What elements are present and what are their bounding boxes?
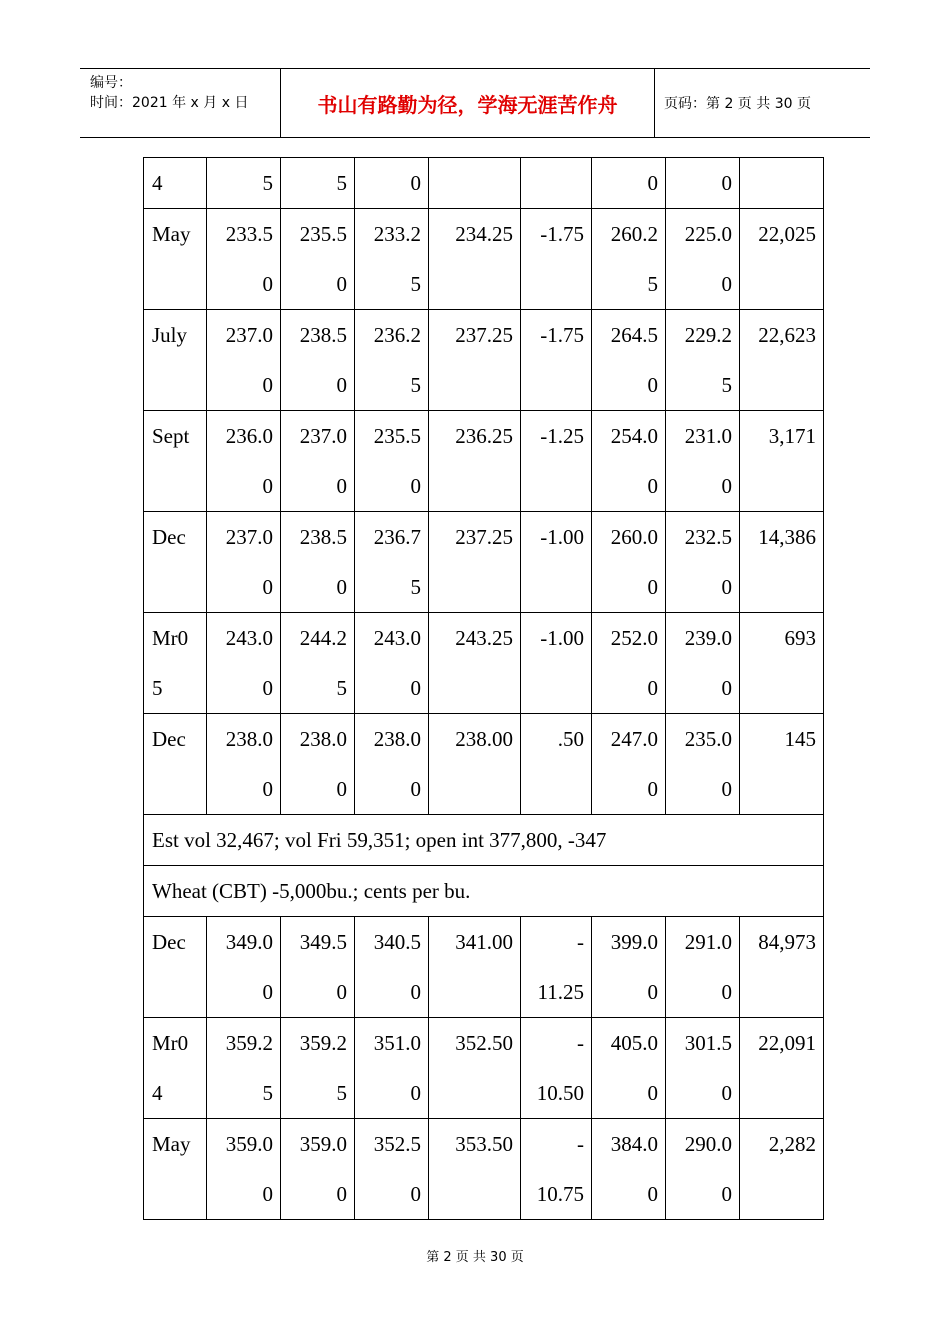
cell-text	[529, 158, 584, 208]
table-row	[144, 917, 824, 1018]
value-cell	[355, 613, 429, 714]
cell-text: 4	[152, 1081, 163, 1105]
value-cell	[592, 158, 666, 209]
cell-text: 0	[647, 980, 658, 1004]
cell-text: 0	[410, 777, 421, 801]
cell-text: 0	[410, 171, 421, 195]
cell-text: 5	[152, 676, 163, 700]
cell-text: 2,282	[768, 1132, 816, 1156]
cell-text: 359.2	[299, 1031, 347, 1055]
cell-text: -1.25	[540, 424, 584, 448]
value-cell	[521, 714, 592, 815]
month-cell	[144, 158, 207, 209]
value-cell	[355, 1119, 429, 1220]
value-cell	[666, 512, 740, 613]
cell-text: 349.0	[225, 930, 273, 954]
cell-text: 0	[262, 272, 273, 296]
cell-text: Dec	[152, 525, 186, 549]
cell-text: 235.0	[684, 727, 732, 751]
table-row	[144, 310, 824, 411]
value-cell	[207, 158, 281, 209]
value-cell	[521, 1119, 592, 1220]
cell-text: 341.00	[455, 930, 513, 954]
cell-text: 225.0	[684, 222, 732, 246]
value-cell	[355, 512, 429, 613]
value-cell	[429, 512, 521, 613]
month-cell	[144, 1119, 207, 1220]
cell-text: 0	[721, 777, 732, 801]
cell-text: 22,623	[758, 323, 816, 347]
value-cell	[281, 310, 355, 411]
cell-text: 0	[336, 474, 347, 498]
cell-text: 0	[721, 1081, 732, 1105]
value-cell	[355, 158, 429, 209]
cell-text: 238.0	[225, 727, 273, 751]
value-cell	[281, 714, 355, 815]
value-cell	[429, 714, 521, 815]
value-cell	[207, 613, 281, 714]
cell-text: 0	[647, 474, 658, 498]
cell-text: 229.2	[684, 323, 732, 347]
value-cell	[521, 209, 592, 310]
header-page-code: 页码：第 2 页 共 30 页	[664, 96, 811, 112]
cell-text: 236.7	[373, 525, 421, 549]
value-cell	[592, 1119, 666, 1220]
value-cell	[592, 917, 666, 1018]
cell-text: 384.0	[610, 1132, 658, 1156]
cell-text: 291.0	[684, 930, 732, 954]
cell-text: 0	[721, 1182, 732, 1206]
value-cell	[355, 411, 429, 512]
month-cell	[144, 1018, 207, 1119]
value-cell	[207, 1018, 281, 1119]
cell-text: 405.0	[610, 1031, 658, 1055]
cell-text: 0	[647, 575, 658, 599]
value-cell	[429, 1119, 521, 1220]
cell-text: 238.5	[299, 323, 347, 347]
value-cell	[666, 714, 740, 815]
table-row	[144, 613, 824, 714]
cell-text: 235.5	[373, 424, 421, 448]
cell-text: -1.00	[540, 626, 584, 650]
cell-text: 359.2	[225, 1031, 273, 1055]
cell-text: 0	[410, 676, 421, 700]
cell-text: 243.0	[225, 626, 273, 650]
value-cell	[740, 158, 824, 209]
table-row	[144, 209, 824, 310]
cell-text: 0	[721, 575, 732, 599]
value-cell	[740, 714, 824, 815]
cell-text: 10.50	[536, 1081, 584, 1105]
month-cell	[144, 714, 207, 815]
value-cell	[521, 411, 592, 512]
month-cell	[144, 917, 207, 1018]
cell-text: 5	[410, 373, 421, 397]
value-cell	[666, 1018, 740, 1119]
cell-text: 0	[336, 575, 347, 599]
value-cell	[355, 1018, 429, 1119]
month-cell	[144, 310, 207, 411]
value-cell	[429, 158, 521, 209]
value-cell	[207, 411, 281, 512]
cell-text: 0	[410, 1182, 421, 1206]
value-cell	[207, 209, 281, 310]
cell-text: 5	[721, 373, 732, 397]
cell-text	[437, 158, 513, 208]
value-cell	[281, 158, 355, 209]
cell-text: -	[577, 930, 584, 954]
cell-text: Mr0	[152, 1031, 189, 1055]
month-cell	[144, 613, 207, 714]
value-cell	[281, 512, 355, 613]
cell-text: 0	[336, 777, 347, 801]
cell-text: 11.25	[537, 980, 584, 1004]
table-row	[144, 1018, 824, 1119]
value-cell	[429, 917, 521, 1018]
value-cell	[207, 1119, 281, 1220]
cell-text: 0	[262, 373, 273, 397]
month-cell	[144, 512, 207, 613]
month-cell	[144, 209, 207, 310]
table-row	[144, 512, 824, 613]
table-row	[144, 411, 824, 512]
cell-text: Dec	[152, 930, 186, 954]
value-cell	[429, 613, 521, 714]
value-cell	[740, 917, 824, 1018]
value-cell	[281, 411, 355, 512]
cell-text: 145	[784, 727, 816, 751]
value-cell	[207, 917, 281, 1018]
cell-text: Mr0	[152, 626, 189, 650]
cell-text: 0	[336, 272, 347, 296]
cell-text: 352.5	[373, 1132, 421, 1156]
value-cell	[355, 310, 429, 411]
value-cell	[521, 613, 592, 714]
header-motto: 书山有路勤为径，学海无涯苦作舟	[281, 69, 655, 137]
cell-text: 0	[647, 676, 658, 700]
cell-text: 237.25	[455, 323, 513, 347]
value-cell	[740, 1018, 824, 1119]
cell-text: 5	[647, 272, 658, 296]
value-cell	[429, 209, 521, 310]
value-cell	[666, 209, 740, 310]
cell-text: 359.0	[299, 1132, 347, 1156]
cell-text: 260.2	[610, 222, 658, 246]
value-cell	[740, 1119, 824, 1220]
cell-text: 254.0	[610, 424, 658, 448]
cell-text: 0	[336, 1182, 347, 1206]
volume-summary-row	[144, 815, 824, 866]
cell-text: 231.0	[684, 424, 732, 448]
value-cell	[429, 1018, 521, 1119]
cell-text: 0	[721, 676, 732, 700]
value-cell	[429, 310, 521, 411]
value-cell	[740, 512, 824, 613]
cell-text: 0	[410, 474, 421, 498]
cell-text: 5	[262, 1081, 273, 1105]
value-cell	[207, 512, 281, 613]
value-cell	[281, 1119, 355, 1220]
cell-text: 238.5	[299, 525, 347, 549]
value-cell	[592, 310, 666, 411]
value-cell	[592, 411, 666, 512]
cell-text: 5	[410, 272, 421, 296]
cell-text: 260.0	[610, 525, 658, 549]
cell-text: 252.0	[610, 626, 658, 650]
value-cell	[355, 209, 429, 310]
cell-text: 0	[647, 373, 658, 397]
cell-text: 238.0	[373, 727, 421, 751]
value-cell	[207, 310, 281, 411]
cell-text: 353.50	[455, 1132, 513, 1156]
value-cell	[521, 512, 592, 613]
cell-text: 5	[336, 171, 347, 195]
cell-text: 351.0	[373, 1031, 421, 1055]
value-cell	[740, 310, 824, 411]
cell-text: 0	[721, 171, 732, 195]
value-cell	[355, 917, 429, 1018]
cell-text: 84,973	[758, 930, 816, 954]
value-cell	[281, 209, 355, 310]
cell-text: 232.5	[684, 525, 732, 549]
value-cell	[521, 1018, 592, 1119]
cell-text: 0	[410, 980, 421, 1004]
cell-text: May	[152, 1132, 191, 1156]
cell-text: 0	[336, 373, 347, 397]
cell-text: 0	[647, 1182, 658, 1206]
cell-text: 264.5	[610, 323, 658, 347]
cell-text: .50	[557, 727, 584, 751]
cell-text: May	[152, 222, 191, 246]
value-cell	[740, 613, 824, 714]
page-header	[80, 68, 870, 138]
futures-table	[143, 157, 824, 1220]
cell-text: 301.5	[684, 1031, 732, 1055]
table-row	[144, 1119, 824, 1220]
cell-text: 0	[262, 575, 273, 599]
value-cell	[592, 714, 666, 815]
month-cell	[144, 411, 207, 512]
cell-text: -	[577, 1031, 584, 1055]
cell-text	[748, 158, 816, 208]
cell-text: 236.2	[373, 323, 421, 347]
value-cell	[592, 209, 666, 310]
cell-text: 0	[721, 272, 732, 296]
cell-text: 5	[336, 1081, 347, 1105]
value-cell	[207, 714, 281, 815]
value-cell	[281, 613, 355, 714]
cell-text: -1.00	[540, 525, 584, 549]
cell-text: 0	[410, 1081, 421, 1105]
cell-text: 0	[262, 980, 273, 1004]
cell-text: 237.0	[225, 323, 273, 347]
cell-text: 399.0	[610, 930, 658, 954]
cell-text: 0	[262, 1182, 273, 1206]
doc-number-label: 编号：	[90, 75, 132, 91]
value-cell	[521, 158, 592, 209]
value-cell	[592, 1018, 666, 1119]
table-row	[144, 158, 824, 209]
value-cell	[666, 917, 740, 1018]
cell-text: 14,386	[758, 525, 816, 549]
section-title-row	[144, 866, 824, 917]
header-meta	[80, 69, 281, 137]
cell-text: 0	[336, 980, 347, 1004]
cell-text: 4	[152, 171, 163, 195]
value-cell	[666, 158, 740, 209]
cell-text: 693	[784, 626, 816, 650]
cell-text: 235.5	[299, 222, 347, 246]
value-cell	[740, 209, 824, 310]
table-row	[144, 714, 824, 815]
cell-text: 352.50	[455, 1031, 513, 1055]
cell-text: 0	[262, 474, 273, 498]
cell-text: 238.0	[299, 727, 347, 751]
volume-summary: Est vol 32,467; vol Fri 59,351; open int 377,800, -347	[144, 815, 824, 866]
cell-text: 237.0	[299, 424, 347, 448]
cell-text: 22,025	[758, 222, 816, 246]
cell-text: 340.5	[373, 930, 421, 954]
cell-text: 349.5	[299, 930, 347, 954]
cell-text: 290.0	[684, 1132, 732, 1156]
cell-text: -1.75	[540, 323, 584, 347]
value-cell	[281, 917, 355, 1018]
value-cell	[666, 1119, 740, 1220]
value-cell	[666, 310, 740, 411]
value-cell	[521, 917, 592, 1018]
cell-text: -1.75	[540, 222, 584, 246]
cell-text: 237.25	[455, 525, 513, 549]
cell-text: 0	[721, 474, 732, 498]
cell-text: 0	[721, 980, 732, 1004]
cell-text: 3,171	[768, 424, 816, 448]
time-label: 时间：2021 年 x 月 x 日	[90, 95, 249, 111]
cell-text: 247.0	[610, 727, 658, 751]
page-footer: 第 2 页 共 30 页	[426, 1250, 524, 1265]
cell-text: 0	[262, 676, 273, 700]
cell-text: -	[577, 1132, 584, 1156]
section-title: Wheat (CBT) -5,000bu.; cents per bu.	[144, 866, 824, 917]
cell-text: 237.0	[225, 525, 273, 549]
value-cell	[355, 714, 429, 815]
value-cell	[592, 512, 666, 613]
cell-text: 243.0	[373, 626, 421, 650]
cell-text: 244.2	[299, 626, 347, 650]
cell-text: 0	[262, 777, 273, 801]
cell-text: 22,091	[758, 1031, 816, 1055]
cell-text: 0	[647, 777, 658, 801]
cell-text: 243.25	[455, 626, 513, 650]
cell-text: 233.2	[373, 222, 421, 246]
cell-text: 5	[336, 676, 347, 700]
cell-text: July	[152, 323, 188, 347]
value-cell	[429, 411, 521, 512]
cell-text: 0	[647, 171, 658, 195]
cell-text: 233.5	[225, 222, 273, 246]
value-cell	[592, 613, 666, 714]
cell-text: 0	[647, 1081, 658, 1105]
cell-text: 234.25	[455, 222, 513, 246]
cell-text: 236.25	[455, 424, 513, 448]
value-cell	[666, 613, 740, 714]
cell-text: 5	[262, 171, 273, 195]
value-cell	[521, 310, 592, 411]
value-cell	[740, 411, 824, 512]
cell-text: Sept	[152, 424, 190, 448]
cell-text: 359.0	[225, 1132, 273, 1156]
cell-text: 10.75	[536, 1182, 584, 1206]
value-cell	[281, 1018, 355, 1119]
cell-text: 236.0	[225, 424, 273, 448]
cell-text: 238.00	[455, 727, 513, 751]
cell-text: Dec	[152, 727, 186, 751]
value-cell	[666, 411, 740, 512]
cell-text: 5	[410, 575, 421, 599]
cell-text: 239.0	[684, 626, 732, 650]
